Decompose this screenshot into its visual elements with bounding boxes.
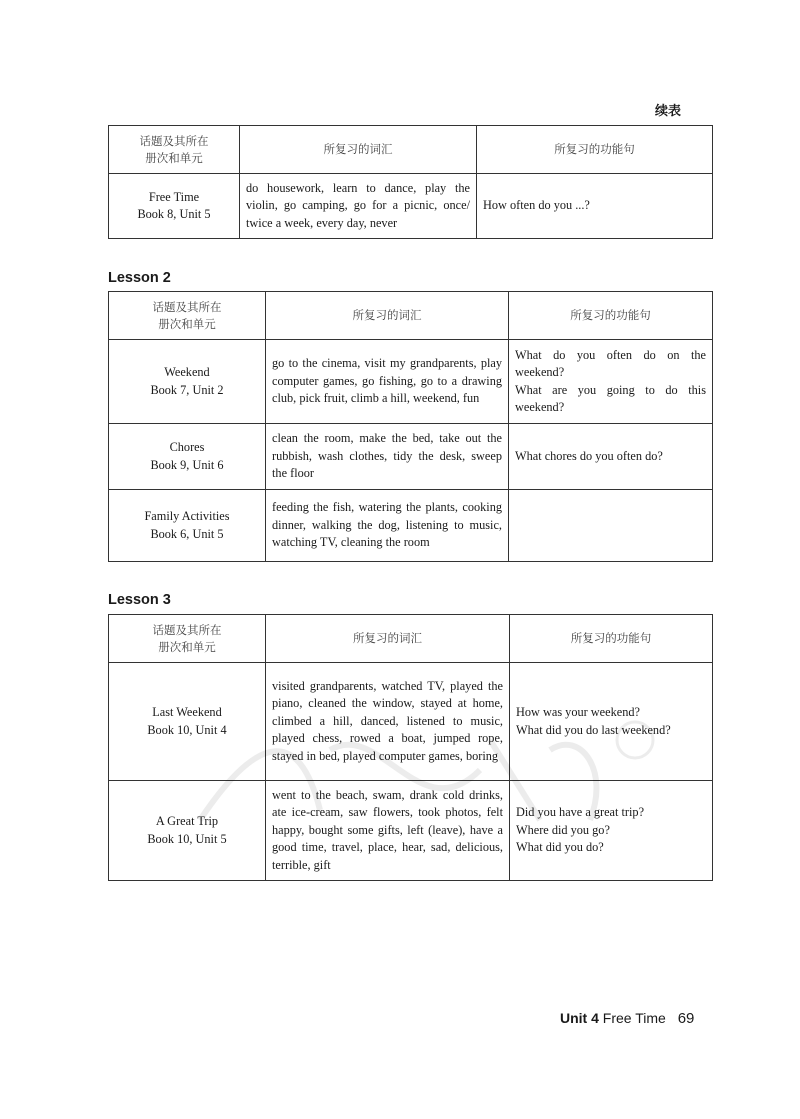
topic-cell: Weekend Book 7, Unit 2 [109, 340, 266, 424]
sentences-cell: What chores do you often do? [509, 424, 713, 490]
topic-cell: Chores Book 9, Unit 6 [109, 424, 266, 490]
topic-cell: Last Weekend Book 10, Unit 4 [109, 663, 266, 781]
header-sentences: 所复习的功能句 [477, 126, 713, 174]
table-row [109, 424, 713, 490]
vocab-cell: visited grandparents, watched TV, played the piano, cleaned the window, stayed at home, climbed a hill, danced, listened to music, played chess, rowed a boat, jumped rope, stayed in bed, played computer games, boring [266, 663, 510, 781]
sentences-cell: What do you often do on the weekend? What are you going to do this weekend? [509, 340, 713, 424]
header-sentences: 所复习的功能句 [510, 615, 713, 663]
table-row [109, 781, 713, 881]
header-vocabulary: 所复习的词汇 [266, 615, 510, 663]
header-topic: 话题及其所在 册次和单元 [109, 292, 266, 340]
lesson-3-heading: Lesson 3 [108, 592, 171, 608]
sentences-cell: Did you have a great trip? Where did you go? What did you do? [510, 781, 713, 881]
page-number: 69 [677, 1010, 695, 1027]
table-header-row [109, 292, 713, 340]
header-topic: 话题及其所在 册次和单元 [109, 126, 240, 174]
lesson-2-heading: Lesson 2 [108, 270, 171, 286]
topic-cell: A Great Trip Book 10, Unit 5 [109, 781, 266, 881]
sentences-cell: How was your weekend? What did you do last weekend? [510, 663, 713, 781]
header-topic: 话题及其所在 册次和单元 [109, 615, 266, 663]
vocab-cell: go to the cinema, visit my grandparents, play computer games, go fishing, go to a drawing club, pick fruit, climb a hill, weekend, fun [266, 340, 509, 424]
continued-label: 续表 [654, 104, 681, 119]
table-row [109, 174, 713, 239]
header-vocabulary: 所复习的词汇 [266, 292, 509, 340]
vocab-cell: went to the beach, swam, drank cold drinks, ate ice-cream, saw flowers, took photos, felt happy, bought some gifts, left (leave), have a good time, travel, place, hear, sad, delicious, terrible, gift [266, 781, 510, 881]
table-row [109, 490, 713, 562]
sentences-cell: How often do you ...? [477, 174, 713, 239]
topic-cell: Free Time Book 8, Unit 5 [109, 174, 240, 239]
review-table-lesson-2 [108, 291, 713, 562]
header-sentences: 所复习的功能句 [509, 292, 713, 340]
topic-cell: Family Activities Book 6, Unit 5 [109, 490, 266, 562]
vocab-cell: clean the room, make the bed, take out the rubbish, wash clothes, tidy the desk, sweep the floor [266, 424, 509, 490]
review-table-lesson-3 [108, 614, 713, 881]
table-header-row [109, 126, 713, 174]
footer-title: Free Time [602, 1010, 666, 1026]
vocab-cell: feeding the fish, watering the plants, cooking dinner, walking the dog, listening to music, watching TV, cleaning the room [266, 490, 509, 562]
review-table-continued [108, 125, 713, 239]
footer-unit: Unit 4 [560, 1010, 599, 1026]
header-vocabulary: 所复习的词汇 [240, 126, 477, 174]
table-row [109, 340, 713, 424]
sentences-cell [509, 490, 713, 562]
vocab-cell: do housework, learn to dance, play the violin, go camping, go for a picnic, once/ twice a week, every day, never [240, 174, 477, 239]
page-footer [560, 1010, 694, 1027]
table-header-row [109, 615, 713, 663]
table-row [109, 663, 713, 781]
